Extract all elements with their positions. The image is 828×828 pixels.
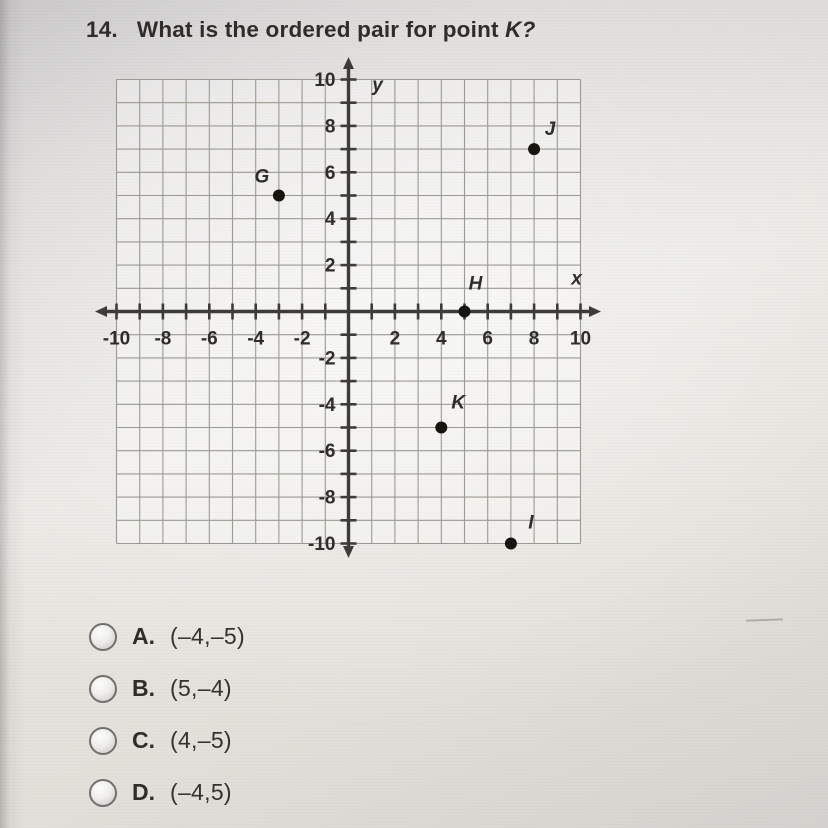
x-tick-label: -2 xyxy=(293,328,311,350)
point-j xyxy=(528,143,540,155)
point-h xyxy=(459,306,471,318)
point-label-h: H xyxy=(468,273,483,295)
x-tick-label: -6 xyxy=(200,328,218,350)
answer-value-d: (–4,5) xyxy=(170,779,232,805)
x-axis-left-arrow-icon xyxy=(95,306,107,317)
answer-value-a: (–4,–5) xyxy=(170,623,245,649)
answer-option-a[interactable] xyxy=(89,622,245,651)
point-k xyxy=(435,422,447,434)
x-axis-right-arrow-icon xyxy=(589,306,601,317)
radio-button-a[interactable] xyxy=(89,623,117,651)
y-tick-label: 6 xyxy=(324,162,336,184)
y-tick-label: -4 xyxy=(318,394,336,416)
answer-option-d[interactable] xyxy=(89,778,245,807)
x-tick-label: 2 xyxy=(389,328,401,350)
answer-letter-d: D. xyxy=(132,779,155,805)
answer-options xyxy=(89,622,245,807)
answer-value-c: (4,–5) xyxy=(170,727,232,753)
point-label-j: J xyxy=(544,119,556,141)
stray-pencil-mark xyxy=(746,618,783,621)
y-tick-label: 4 xyxy=(324,209,336,231)
point-i xyxy=(505,538,517,550)
question-text: What is the ordered pair for point K? xyxy=(136,17,536,42)
x-tick-label: 10 xyxy=(569,328,592,350)
question-point-ref: K? xyxy=(505,17,536,42)
coordinate-grid-svg xyxy=(90,50,610,565)
point-label-i: I xyxy=(528,512,534,534)
y-tick-label: 10 xyxy=(314,70,336,91)
y-tick-label: -10 xyxy=(308,534,336,555)
x-tick-label: 4 xyxy=(436,328,447,350)
y-tick-label: -8 xyxy=(318,487,336,509)
x-tick-label: -4 xyxy=(247,328,265,350)
x-tick-label: 8 xyxy=(528,328,540,350)
question-title xyxy=(86,17,536,43)
x-axis-label: x xyxy=(571,268,582,290)
y-tick-label: -6 xyxy=(318,441,336,463)
answer-letter-c: C. xyxy=(132,727,155,753)
x-tick-label: 6 xyxy=(482,328,493,350)
answer-option-c[interactable] xyxy=(89,726,245,755)
radio-button-d[interactable] xyxy=(89,779,117,807)
y-tick-label: 8 xyxy=(324,116,336,138)
question-number: 14. xyxy=(86,17,118,42)
radio-button-c[interactable] xyxy=(89,727,117,755)
y-tick-label: 2 xyxy=(324,255,336,277)
y-axis-label: y xyxy=(372,75,383,96)
point-g xyxy=(273,190,285,202)
answer-letter-b: B. xyxy=(132,675,155,701)
x-tick-label: -8 xyxy=(154,328,172,350)
answer-value-b: (5,–4) xyxy=(170,675,232,701)
y-tick-label: -2 xyxy=(318,348,336,370)
answer-option-b[interactable] xyxy=(89,674,245,703)
point-label-g: G xyxy=(254,166,270,188)
coordinate-plane xyxy=(90,50,610,565)
answer-letter-a: A. xyxy=(132,623,155,649)
point-label-k: K xyxy=(451,392,466,414)
y-axis-down-arrow-icon xyxy=(343,546,354,558)
x-tick-label: -10 xyxy=(102,328,131,350)
y-axis-up-arrow-icon xyxy=(343,57,354,69)
radio-button-b[interactable] xyxy=(89,675,117,703)
